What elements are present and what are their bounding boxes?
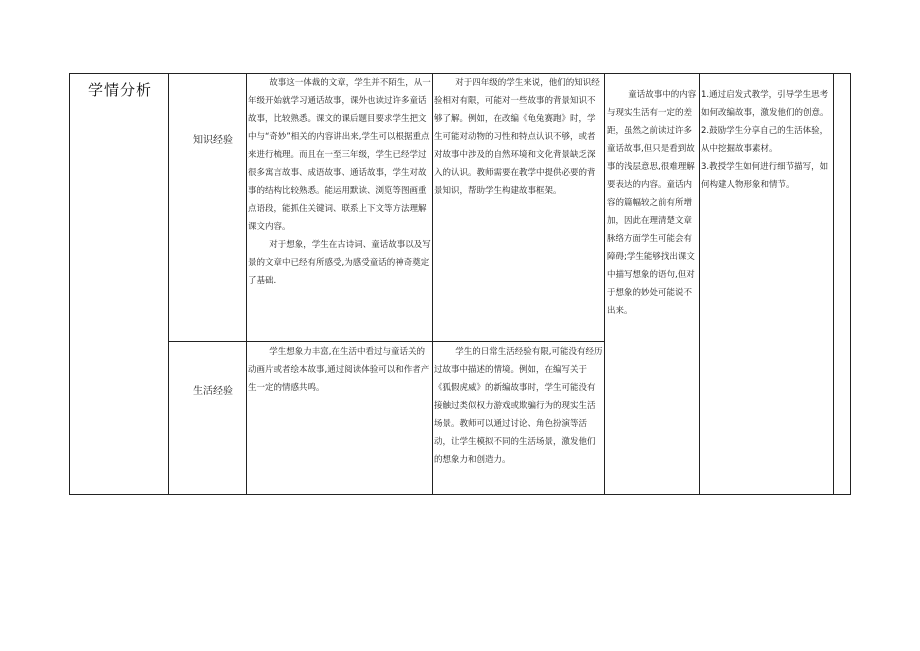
grid-line [833, 74, 834, 494]
knowledge-cell-2 [434, 74, 603, 340]
grid-line [604, 74, 605, 494]
knowledge-cell-1 [248, 74, 432, 340]
life-cell-2 [434, 343, 603, 493]
grid-line [246, 74, 247, 494]
paragraph: 学生想象力丰富,在生活中看过与童话关的动画片或者绘本故事,通过阅读体验可以和作者产生一定的情感共鸣。 [248, 347, 430, 393]
strategy-item: 2.鼓励学生分享自己的生活体验，从中挖掘故事素材。 [701, 126, 829, 154]
paragraph: 对于想象，学生在古诗词、童话故事以及写景的文章中已经有所感受,为感受童话的神奇奠定了基础. [248, 240, 431, 286]
paragraph: 对于四年级的学生来说，他们的知识经验相对有限，可能对一些故事的背景知识不够了解。例如，在改编《龟兔赛跑》时，学生可能对动物的习性和特点认识不够，或者对故事中涉及的自然环境和文化背景缺乏深入的认识。教师需要在教学中提供必要的背景知识，帮助学生构建故事框架。 [434, 78, 600, 196]
row-label-life: 生活经验 [193, 386, 233, 397]
row-divider [168, 341, 604, 342]
difficulty-cell [607, 86, 698, 486]
paragraph: 故事这一体裁的文章，学生并不陌生，从一年级开始就学习通话故事，课外也读过许多童话故事，比较熟悉。课文的课后题目要求学生把文中与“奇妙”相关的内容讲出来,学生可以根据重点来进行梳理。而且在一至三年级，学生已经学过很多寓言故事、成语故事、通话故事，学生对故事的结构比较熟悉。能运用默读、浏览等图画重点语段，能抓住关键词、联系上下文等方法理解课文内容。 [248, 78, 431, 232]
section-title: 学情分析 [88, 81, 153, 99]
paragraph: 学生的日常生活经验有限,可能没有经历过故事中描述的情境。例如，在编写关于《狐假虎威》的新编故事时，学生可能没有接触过类似权力游戏或欺骗行为的现实生活场景。教师可以通过讨论、角色扮演等活动，让学生模拟不同的生活场景，激发他们的想象力和创造力。 [434, 347, 603, 465]
paragraph: 童话故事中的内容与现实生活有一定的差距，虽然之前读过许多童话故事,但只是看到故事的浅层意思,很难理解要表达的内容。童话内容的篇幅较之前有所增加，因此在理清楚文章脉络方面学生可能会有障碍;学生能够找出课文中描写想象的语句,但对于想象的妙处可能说不出来。 [607, 90, 697, 316]
strategy-cell [701, 86, 832, 486]
grid-line [699, 74, 700, 494]
grid-line [432, 74, 433, 494]
strategy-item: 3.教授学生如何进行细节描写，如何构建人物形象和情节。 [701, 162, 829, 190]
learning-analysis-table [69, 73, 851, 495]
life-cell-1 [248, 343, 432, 493]
row-label-knowledge: 知识经验 [193, 135, 233, 146]
strategy-item: 1.通过启发式教学，引导学生思考如何改编故事，激发他们的创意。 [701, 90, 829, 118]
grid-line [168, 74, 169, 494]
